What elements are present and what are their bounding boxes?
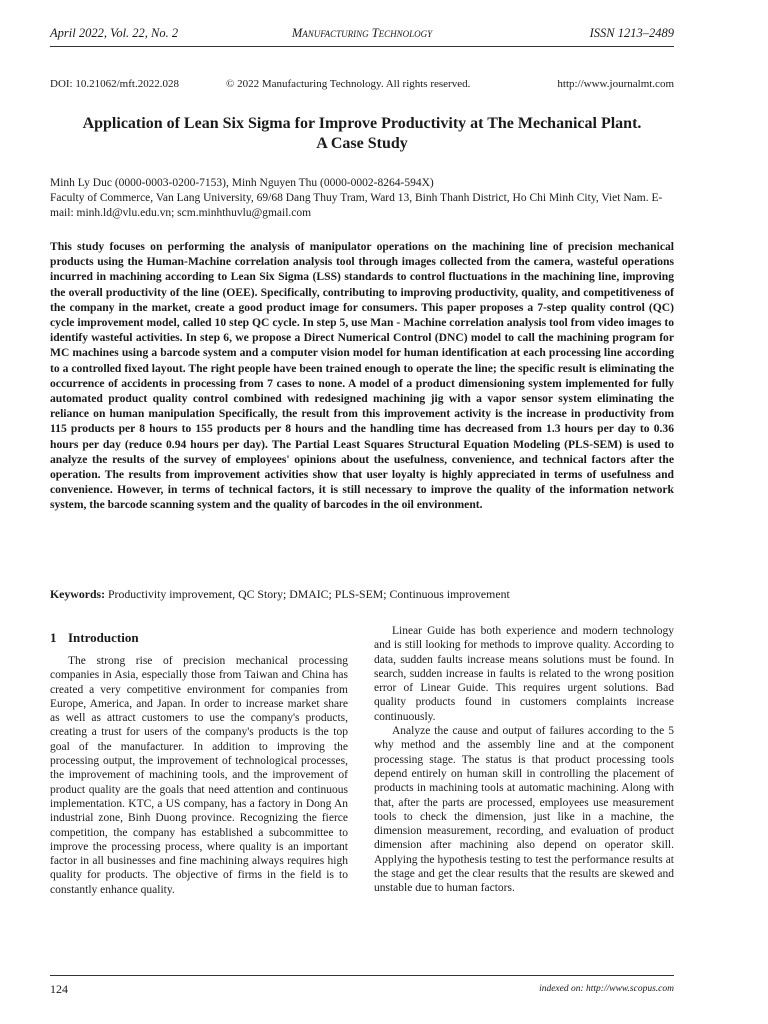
right-column [374, 624, 674, 896]
author-names: Minh Ly Duc (0000-0003-0200-7153), Minh Nguyen Thu (0000-0002-8264-594X) [50, 177, 434, 189]
running-header [50, 26, 674, 46]
title-line-1: Application of Lean Six Sigma for Improve Productivity at The Mechanical Plant. [82, 115, 642, 132]
body-paragraph: Analyze the cause and output of failures according to the 5 why method and the assembly line and at the component processing stage. The status is that product processing tools depend entirely on human skill in controlling the placement of products in machining tools at automatic machining. Along with that, after the parts are processed, employees use measurement tools to check the dimension, just like in a machine, the dimension measurement, recording, and evaluation of product dimension after machining also depend on operator skill. Applying the hypothesis testing to test the performance results at the stage and get the clear results that the results are skewed and unstable due to human factors. [374, 725, 674, 895]
header-divider [50, 46, 674, 47]
authors-block [50, 176, 674, 221]
left-column [50, 630, 348, 897]
article-title [50, 114, 674, 154]
abstract: This study focuses on performing the analysis of manipulator operations on the machining line of precision mechanical products using the Human-Machine correlation analysis tool through images collected from the camera, wasteful operations incurred in machining according to Lean Six Sigma (LSS) standards to control fluctuations in the machining line, improving the overall productivity of the line (OEE). Specifically, contributing to improving productivity, quality, and competitiveness of the company in the market, create a good product image for consumers. This paper proposes a 7-step quality control (QC) cycle improvement model, called 10 step QC cycle. In step 5, use Man - Machine correlation analysis tool from video images to identify wasteful activities. In step 6, we propose a Direct Numerical Control (DNC) model to call the machining program for MC machines using a barcode system and a computer vision model for human identification at each processing line according to a controlled fixed layout. The right people have been trained enough to operate the line; the specific result is eliminating the occurrence of accidents in processing from 7 cases to none. A model of a product dimensioning system implemented for fully automated product quality control combined with redesigned machining jig with a vapor sensor system eliminating the reliance on human manipulation Specifically, the result from this improvement activity is the increase in productivity from 115 products per 8 hours to 155 products per 8 hours and the handling time has decreased from 1.3 hours per day to 0.36 hours per day (reduce 0.94 hours per day). The Partial Least Squares Structural Equation Modeling (PLS-SEM) is used to analyze the results of the survey of employees' opinions about the usefulness, convenience, and technical factors after the operation. The results from improvement activities show that user loyalty is highly appreciated in terms of usefulness and convenience. However, in terms of technical factors, it is still necessary to improve the quality of the information network system, the barcode scanning system and the quality of barcodes in the oil environment. [50, 240, 674, 512]
issue-info: April 2022, Vol. 22, No. 2 [50, 26, 179, 40]
section-title: Introduction [68, 630, 139, 645]
keywords [50, 587, 674, 602]
footer-divider [50, 975, 674, 976]
indexed-note: indexed on: http://www.scopus.com [539, 984, 674, 994]
doi: DOI: 10.21062/mft.2022.028 [50, 78, 179, 90]
copyright: © 2022 Manufacturing Technology. All rights reserved. [226, 78, 471, 90]
author-affiliation: Faculty of Commerce, Van Lang University, 69/68 Dang Thuy Tram, Ward 13, Binh Thanh District, Ho Chi Minh City, Viet Nam. E-mail: minh.ld@vlu.edu.vn; scm.minhthuvlu@gmail.com [50, 192, 663, 219]
issn: ISSN 1213–2489 [589, 26, 674, 40]
journal-name: Manufacturing Technology [291, 26, 433, 40]
keywords-text: Productivity improvement, QC Story; DMAIC; PLS-SEM; Continuous improvement [108, 587, 510, 601]
section-number: 1 [50, 630, 57, 645]
body-paragraph: Linear Guide has both experience and modern technology and is still looking for methods to improve quality. According to data, sudden faults increase means solutions must be found. In search, sudden increase in faults is related to the wrong position error of Linear Guide. This requires urgent solutions. Bad quality products found in customers complaints increase continuously. [374, 625, 674, 723]
keywords-label: Keywords: [50, 587, 106, 601]
article-page [50, 0, 674, 1024]
section-heading [50, 630, 348, 646]
journal-url[interactable]: http://www.journalmt.com [557, 78, 674, 90]
page-number: 124 [50, 982, 68, 996]
title-line-2: A Case Study [316, 135, 408, 152]
body-paragraph: The strong rise of precision mechanical processing companies in Asia, especially those from Taiwan and China has created a very competitive environment for companies from Europe, America, and Japan. In order to increase market share as well as attract customers to use the company's products, creating a trust for users of the company's products is the top goal of the manufacturer. In addition to improving the processing output, the improvement of technological processes, the improvement of machining tools, and the improvement of product quality are the goals that need attention and continuous implementation. KTC, a US company, has a factory in Dong An industrial zone, Binh Duong province. Recognizing the fierce competition, the company has established a subcommittee to improve the processing process, where quality is an important factor in all businesses and fine machining always requires high quality for products. The objective of firms in the field is to constantly enhance quality. [50, 655, 348, 896]
